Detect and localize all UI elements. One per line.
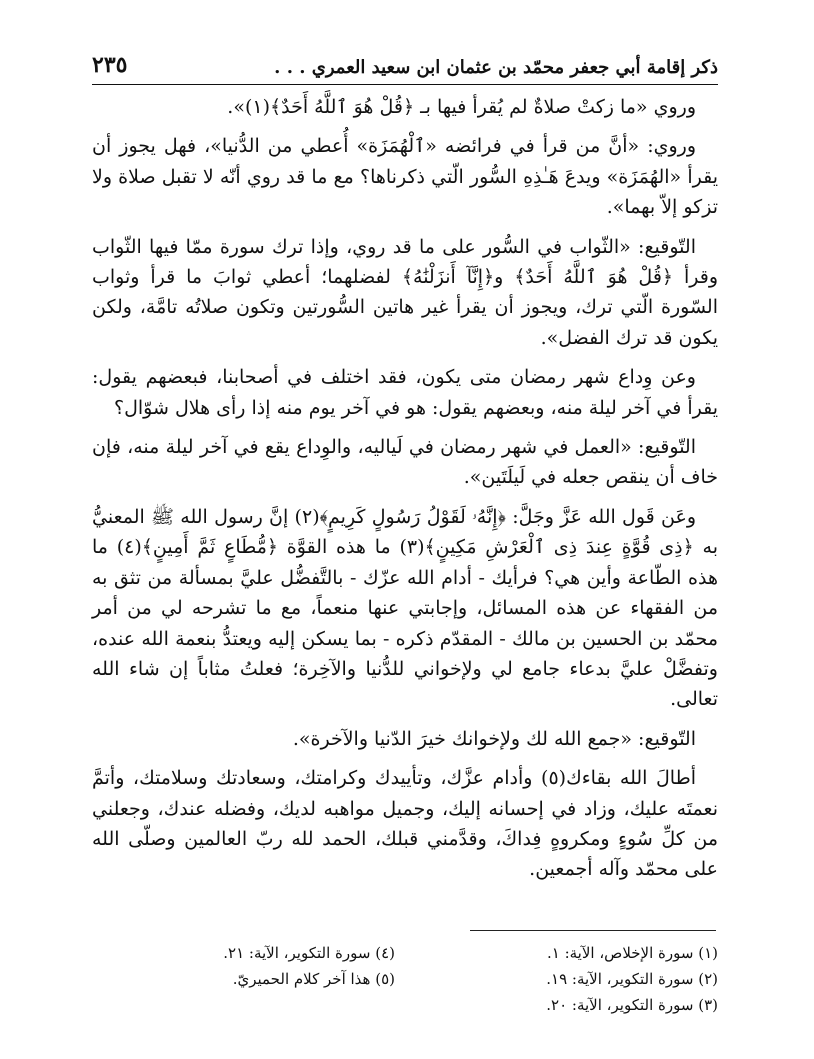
page-header	[92, 44, 718, 85]
paragraph: أطالَ الله بقاءك(٥) وأدام عزَّك، وتأييدك وكرامتك، وسعادتك وسلامتك، وأتمَّ نعمتَه عليك، وزاد في إحسانه إليك، وجميل مواهبه لديك، وفضله عندك، وجعلني من كلِّ سُوءٍ ومكروهٍ فِداكَ، وقدَّمني قبلك، الحمد لله ربّ العالمين وصلّى الله على محمّد وآله أجمعين.	[92, 767, 718, 881]
paragraph: وعن وِداع شهر رمضان متى يكون، فقد اختلف في أصحابنا، فبعضهم يقول: يقرأ في آخر ليلة منه، وبعضهم يقول: هو في آخر يوم منه إذا رأى هلال شوّال؟	[92, 366, 718, 419]
paragraph: التّوقيع: «جمع الله لك ولإخوانك خيرَ الدّنيا والآخرة».	[292, 727, 696, 750]
footnote: (١) سورة الإخلاص، الآية: ١.	[546, 944, 718, 962]
main-text	[92, 92, 718, 894]
footnotes	[92, 940, 718, 1018]
footnote: (٢) سورة التكوير، الآية: ١٩.	[546, 970, 718, 988]
paragraph: التّوقيع: «العمل في شهر رمضان في لَياليه، والوِداع يقع في آخر ليلة منه، فإن خاف أن ينقص جعله في لَيلَتَين».	[92, 436, 718, 489]
paragraph: وروي: «أنَّ من قرأ في فرائضه «ٱلْهُمَزَة» أُعطي من الدُّنيا»، فهل يجوز أن يقرأ «الهُمَزَة» ويدعَ هَـٰذِهِ السُّور الّتي ذكرناها؟ مع ما قد روي أنّه لا تقبل صلاة ولا تزكو إلاّ بهما».	[92, 135, 718, 219]
footnote: (٥) هذا آخر كلام الحميريّ.	[232, 970, 395, 988]
footnote	[92, 992, 395, 1018]
paragraph: وروي «ما زكتْ صلاةٌ لم يُقرأ فيها بـ ﴿قُلْ هُوَ ٱللَّهُ أَحَدٌ﴾(١)».	[227, 96, 696, 118]
paragraph: وعَن قَول الله عَزَّ وجَلَّ: ﴿إِنَّهُۥ لَقَوْلُ رَسُولٍ كَرِيمٍ﴾(٢) إنَّ رسول الله ﷺ المعنيُّ به ﴿ذِى قُوَّةٍ عِندَ ذِى ٱلْعَرْشِ مَكِينٍ﴾(٣) ما هذه القوَّة ﴿مُّطَاعٍ ثَمَّ أَمِينٍ﴾(٤) ما هذه الطّاعة وأين هي؟ فرأيك - أدام الله عزّك - بالتَّفضُّل عليَّ بمسألة من تثق به من الفقهاء عن هذه المسائل، وإجابتي عنها منعماً، مع ما تشرحه لي من أمر محمّد بن الحسين بن مالك - المقدّم ذكره - بما يسكن إليه ويعتدُّ بنعمة الله عنده، وتفضَّلْ عليَّ بدعاء جامع لي ولإخواني للدُّنيا والآخِرة؛ فعلتُ مثاباً إن شاء الله تعالى.	[92, 505, 718, 711]
running-title: ذكر إقامة أبي جعفر محمّد بن عثمان ابن سعيد العمري . . .	[274, 57, 718, 78]
page-number: ٢٣٥	[92, 52, 128, 78]
footnote-separator	[470, 930, 716, 931]
paragraph: التّوقيع: «الثّواب في السُّور على ما قد روي، وإذا ترك سورة ممّا فيها الثّواب وقرأ ﴿قُلْ هُوَ ٱللَّهُ أَحَدٌ﴾ و﴿إِنَّآ أَنزَلْنَٰهُ﴾ لفضلهما؛ أعطي ثوابَ ما قرأ وثواب السّورة الّتي ترك، ويجوز أن يقرأ غير هاتين السُّورتين وتكون صلاتُه تامَّة، ولكن يكون قد ترك الفضل».	[92, 235, 718, 349]
footnote: (٤) سورة التكوير، الآية: ٢١.	[223, 944, 395, 962]
footnote: (٣) سورة التكوير، الآية: ٢٠.	[546, 996, 718, 1014]
